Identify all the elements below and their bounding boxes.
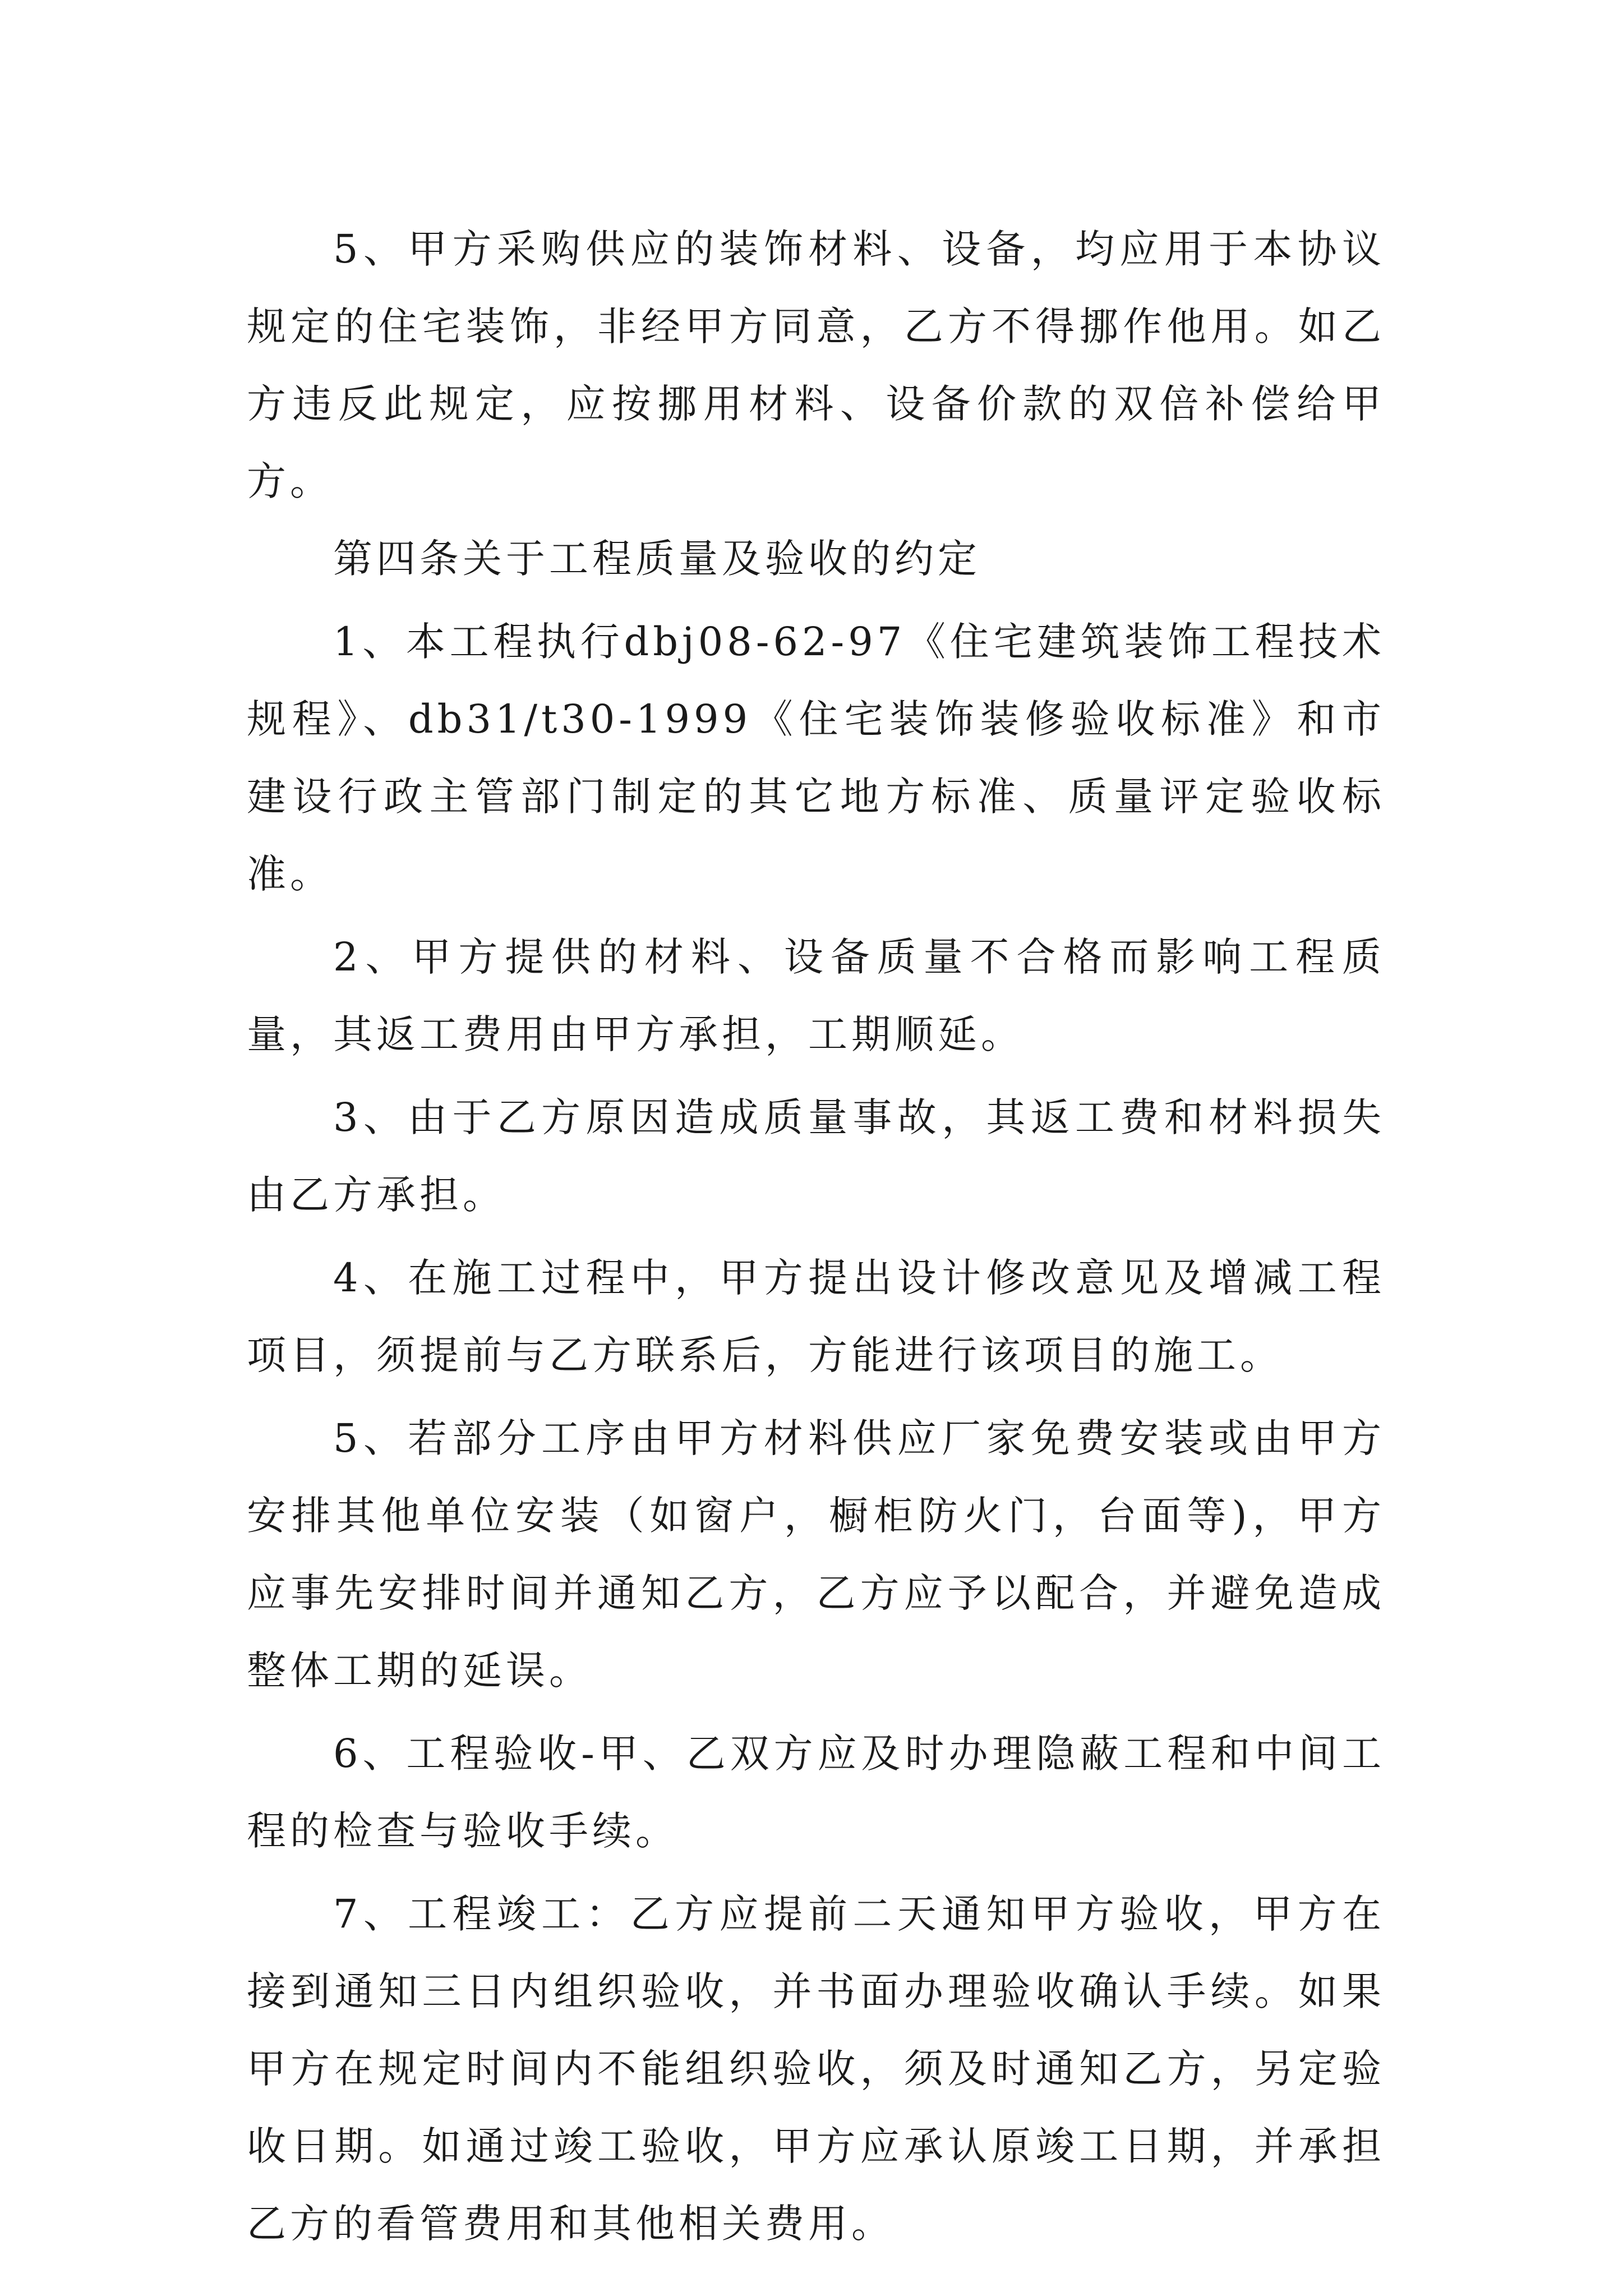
paragraph-material-usage: 5、甲方采购供应的装饰材料、设备，均应用于本协议规定的住宅装饰，非经甲方同意，乙方不得挪作他用。如乙方违反此规定，应按挪用材料、设备价款的双倍补偿给甲方。 (247, 226, 1385, 504)
paragraph-completion: 7、工程竣工：乙方应提前二天通知甲方验收，甲方在接到通知三日内组织验收，并书面办理验收确认手续。如果甲方在规定时间内不能组织验收，须及时通知乙方，另定验收日期。如通过竣工验收，甲方应承认原竣工日期，并承担乙方的看管费用和其他相关费用。 (247, 1891, 1385, 2247)
paragraph-inspection: 6、工程验收-甲、乙双方应及时办理隐蔽工程和中间工程的检查与验收手续。 (247, 1731, 1385, 1854)
paragraph-quality-accident: 3、由于乙方原因造成质量事故，其返工费和材料损失由乙方承担。 (247, 1094, 1385, 1218)
paragraph-design-changes: 4、在施工过程中，甲方提出设计修改意见及增减工程项目，须提前与乙方联系后，方能进行该项目的施工。 (247, 1255, 1385, 1378)
document-body (247, 210, 1385, 2262)
paragraph-material-quality: 2、甲方提供的材料、设备质量不合格而影响工程质量，其返工费用由甲方承担，工期顺延。 (247, 934, 1385, 1057)
paragraph-third-party-install: 5、若部分工序由甲方材料供应厂家免费安装或由甲方安排其他单位安装（如窗户，橱柜防火门，台面等)，甲方应事先安排时间并通知乙方，乙方应予以配合，并避免造成整体工期的延误。 (247, 1415, 1385, 1694)
paragraph-standards: 1、本工程执行dbj08-62-97《住宅建筑装饰工程技术规程》、db31/t30-1999《住宅装饰装修验收标准》和市建设行政主管部门制定的其它地方标准、质量评定验收标准。 (247, 619, 1385, 897)
section-heading-article-4: 第四条关于工程质量及验收的约定 (333, 536, 981, 582)
